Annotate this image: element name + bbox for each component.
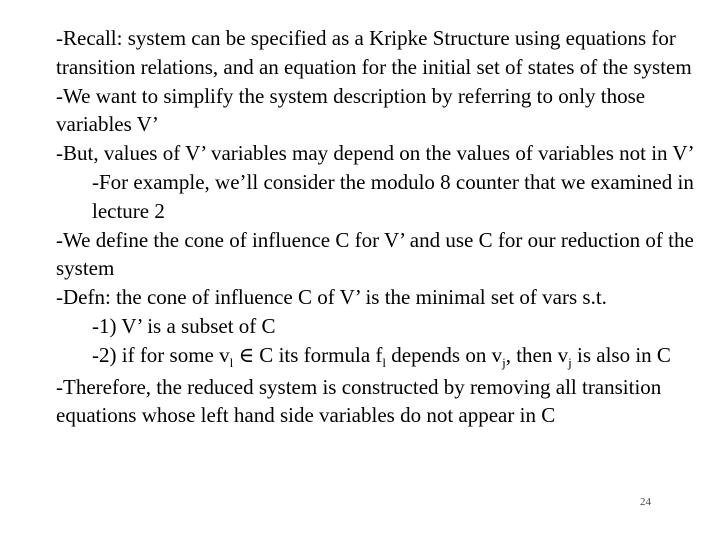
slide-body <box>56 24 704 430</box>
paragraph-example: -For example, we’ll consider the modulo 8 counter that we examined in lecture 2 <box>92 169 694 223</box>
subscript-j: j <box>502 354 506 370</box>
paragraph-simplify: -We want to simplify the system description by referring to only those variables V’ <box>56 83 646 137</box>
defn-item-2-mid: depends on v <box>386 342 503 367</box>
subscript-l-2: l <box>382 354 387 370</box>
defn-item-2-element-of: ∈ C its formula f <box>233 342 383 367</box>
defn-item-2-prefix: -2) if for some v <box>92 342 230 367</box>
paragraph-define: -We define the cone of influence C for V’ and use C for our reduction of the system <box>56 227 694 281</box>
defn-item-1: -1) V’ is a subset of C <box>92 313 276 338</box>
subscript-j-2: j <box>568 354 572 370</box>
paragraph-recall: -Recall: system can be specified as a Kripke Structure using equations for transition relations, and an equation for the initial set of states of the system <box>56 26 692 79</box>
paragraph-defn: -Defn: the cone of influence C of V’ is the minimal set of vars s.t. <box>56 285 607 310</box>
defn-item-2-mid2: , then v <box>505 342 569 367</box>
slide-number: 24 <box>640 496 651 508</box>
subscript-l: l <box>229 354 234 370</box>
defn-item-2 <box>56 341 704 373</box>
paragraph-but: -But, values of V’ variables may depend on the values of variables not in V’ <box>56 141 695 166</box>
defn-item-2-suffix: is also in C <box>571 342 671 367</box>
paragraph-conclusion: -Therefore, the reduced system is constructed by removing all transition equations whose left hand side variables do not appear in C <box>56 374 662 428</box>
